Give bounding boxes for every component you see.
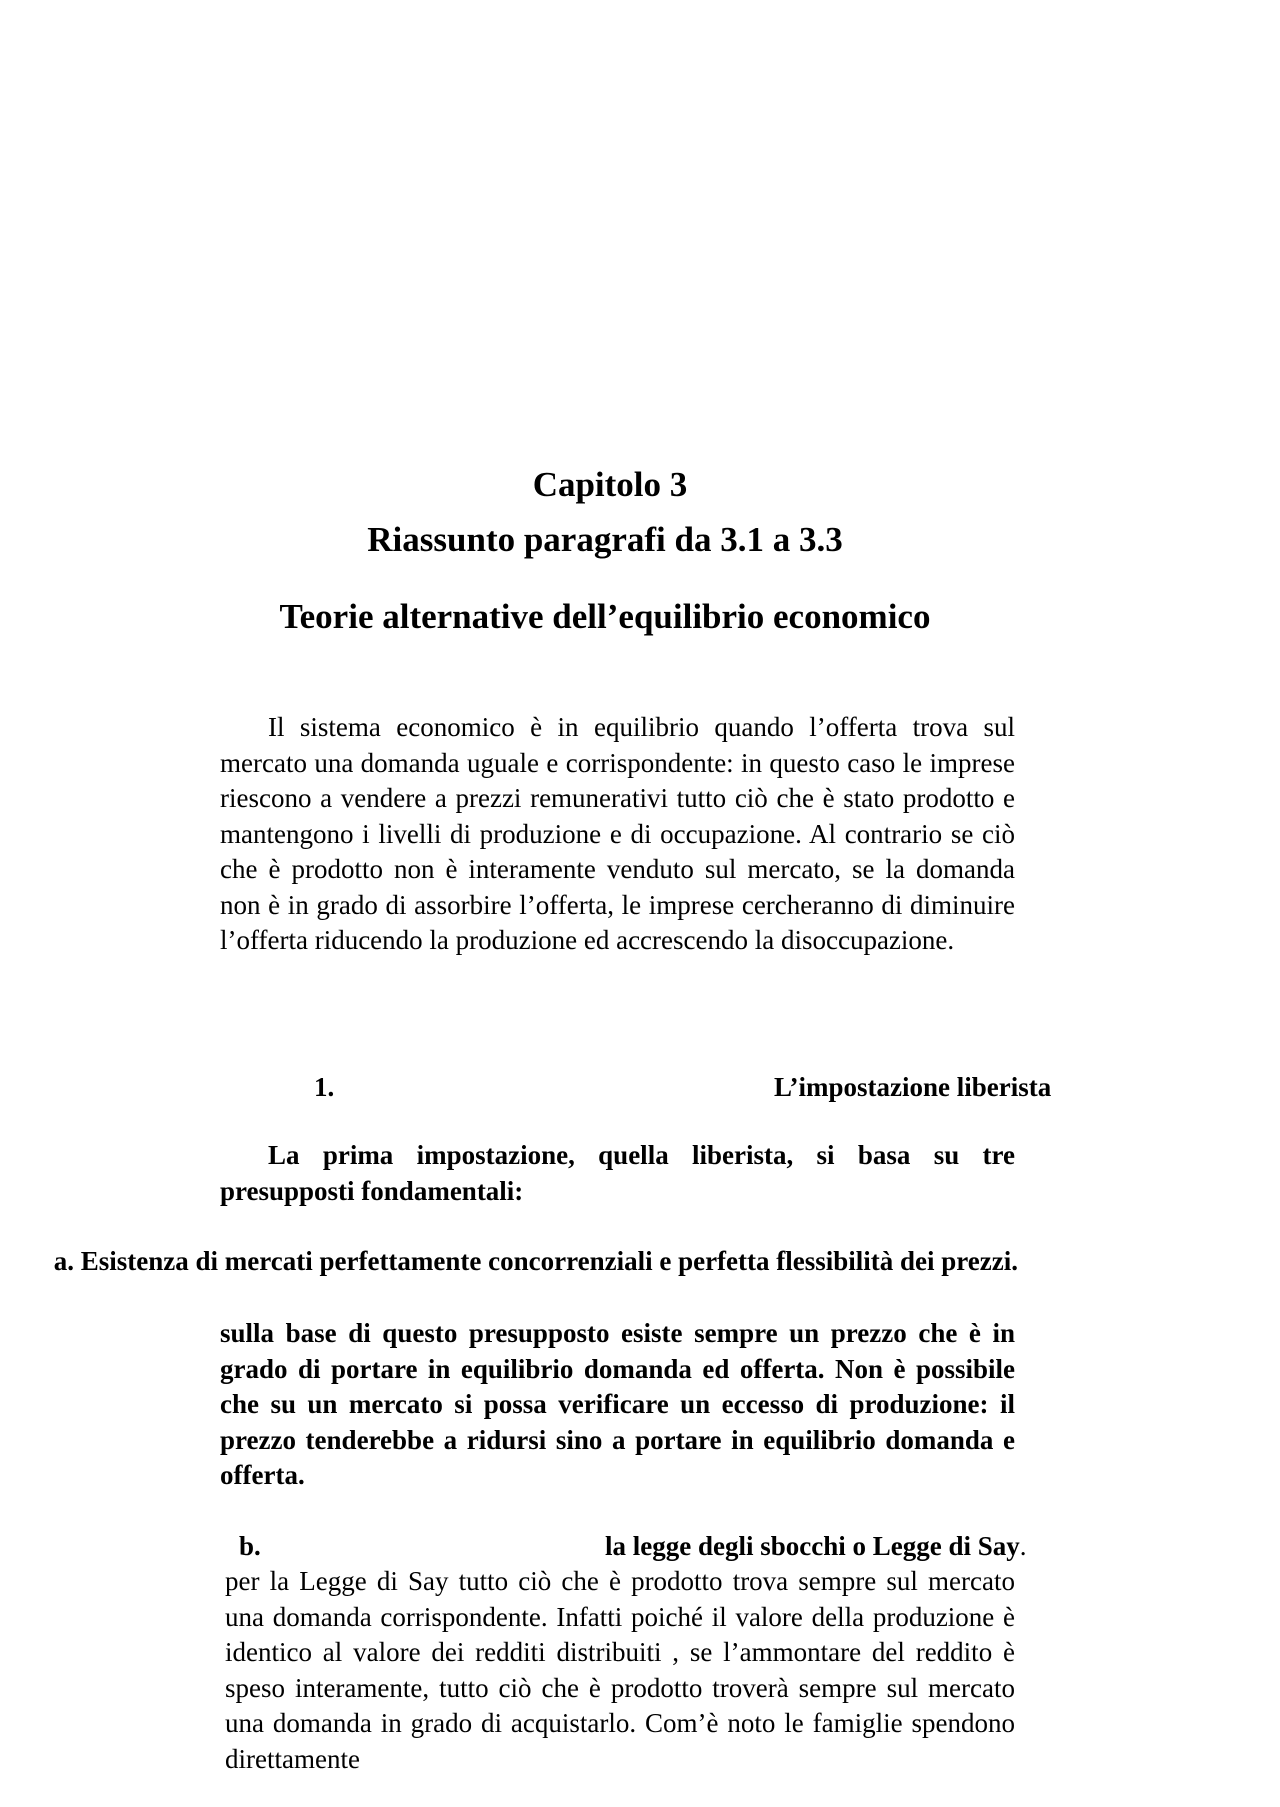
section-title: L’impostazione liberista — [774, 1072, 1052, 1102]
item-b-period: . — [1019, 1531, 1027, 1561]
item-a-heading: a. Esistenza di mercati perfettamente concorrenziali e perfetta flessibilità dei prezzi. — [53, 1246, 1018, 1276]
intro-paragraph: Il sistema economico è in equilibrio quando l’offerta trova sul mercato una domanda uguale e corrispondente: in questo caso le imprese riescono a vendere a prezzi remunerativi tutto ciò che è stato prodotto e mantengono i livelli di produzione e di occupazione. Al contrario se ciò che è prodotto non è interamente venduto sul mercato, se la domanda non è in grado di assorbire l’offerta, le imprese cercheranno di diminuire l’offerta riducendo la produzione ed accrescendo la disoccupazione. — [220, 712, 1015, 955]
item-b-title-text: la legge degli sbocchi o Legge di Say — [605, 1531, 1020, 1561]
item-a-paragraph: sulla base di questo presupposto esiste sempre un prezzo che è in grado di portare in equilibrio domanda ed offerta. Non è possibile che su un mercato si possa verificare un eccesso di produzione: il prezzo tenderebbe a ridursi sino a portare in equilibrio domanda e offerta. — [220, 1318, 1015, 1490]
item-b-paragraph: per la Legge di Say tutto ciò che è prodotto trova sempre sul mercato una domanda corrispondente. Infatti poiché il valore della produzione è identico al valore dei redditi distribuiti , se l’ammontare del reddito è speso interamente, tutto ciò che è prodotto troverà sempre sul mercato una domanda in grado di acquistarlo. Com’è noto le famiglie spendono direttamente — [225, 1566, 1015, 1774]
summary-subtitle: Riassunto paragrafi da 3.1 a 3.3 — [367, 520, 843, 559]
section-theme-title: Teorie alternative dell’equilibrio economico — [279, 597, 931, 636]
item-b-letter: b. — [239, 1531, 261, 1561]
section-number: 1. — [314, 1072, 335, 1102]
chapter-title: Capitolo 3 — [532, 465, 688, 504]
item-b-heading — [605, 1529, 1027, 1564]
section-lead-paragraph: La prima impostazione, quella liberista, si basa su tre presupposti fondamentali: — [220, 1140, 1015, 1206]
